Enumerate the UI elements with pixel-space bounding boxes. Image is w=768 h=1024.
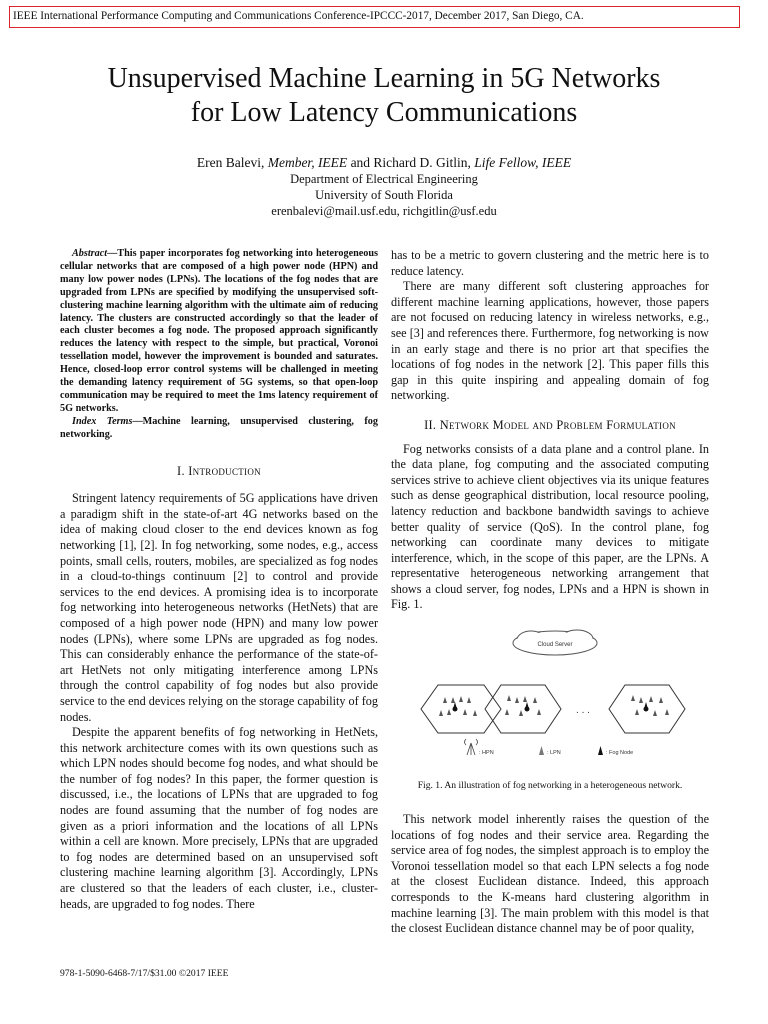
author-conjunction: and Richard D. Gitlin, [350, 155, 471, 170]
emails: erenbalevi@mail.usf.edu, richgitlin@usf.edu [271, 204, 497, 219]
left-column [60, 248, 378, 912]
abstract-lead: Abstract [72, 248, 108, 259]
index-terms-text: —Machine learning, unsupervised clustering, fog networking. [60, 415, 378, 440]
section-heading-introduction: I. Introduction [177, 463, 261, 478]
university: University of South Florida [315, 188, 453, 203]
legend-fog-node: : Fog Node [606, 750, 634, 757]
abstract [60, 248, 378, 416]
intro-paragraph-2: Despite the apparent benefits of fog networking in HetNets, this network architecture comes with its own questions such as which LPN nodes should become fog nodes, and what should be the number of fog nodes? In this paper, the former question is discussed, i.e., the locations of LPNs that are upgraded to fog nodes are found assuming that the number of fog nodes are given as a priori information and the locations of all LPNs within a cell are known. More precisely, LPNs that are upgraded to fog nodes are determined based on an unsupervised soft clustering machine learning algorithm [3]. Accordingly, LPNs are clustered so that the leaders of each cluster, i.e., cluster-heads, are upgraded to fog nodes. There [60, 725, 378, 911]
copyright-footer: 978-1-5090-6468-7/17/$31.00 ©2017 IEEE [60, 968, 229, 979]
author-line [0, 154, 768, 171]
hpn-legend-icon [465, 739, 478, 755]
figure-1 [391, 623, 709, 778]
affiliation [0, 171, 768, 220]
model-paragraph-1: Fog networks consists of a data plane and a control plane. In the data plane, fog computing and the associated computing services strive to achieve client objectives via its unique features such as dense geographical distribution, local resource pooling, latency reduction and backbone bandwidth savings to achieve better quality of service (QoS). In the control plane, fog networking can coordinate many devices to mitigate interference, which, in the scope of this paper, are the LPNs. A representative heterogeneous networking arrangement that shows a cloud server, fog nodes, LPNs and a HPN is shown in Fig. 1. [391, 441, 709, 612]
title-line-2: for Low Latency Communications [190, 97, 578, 128]
index-terms [60, 416, 378, 442]
author-1: Eren Balevi, [196, 155, 265, 170]
fog-node-legend-icon [598, 746, 603, 755]
model-paragraph-2: This network model inherently raises the question of the locations of fog nodes and their service area. Regarding the service area of fog nodes, the simplest approach is to employ the Voronoi tessellation model so that each LPN selects a fog node at the closest Euclidean distance. Indeed, this approach corresponds to the K-means hard clustering algorithm in machine learning [3]. The main problem with this model is that the closest Euclidean distance channel may be of poor quality, [391, 812, 709, 936]
legend-hpn: : HPN [479, 750, 494, 757]
lpn-legend-icon [539, 746, 544, 755]
figure-caption: Fig. 1. An illustration of fog networking in a heterogeneous network. [417, 780, 683, 792]
abstract-text: —This paper incorporates fog networking into heterogeneous cellular networks that are composed of a high power node (HPN) and many low power nodes (LPNs). The locations of the fog nodes that are upgraded from LPNs are specified by modifying the unsupervised soft-clustering machine learning algorithm with the ultimate aim of reducing latency. The clusters are constructed accordingly so that the leader of each cluster becomes a fog node. The proposed approach significantly reduces the latency with respect to the simple, but practical, Voronoi tessellation model, however the improvement is bounded and saturates. Hence, closed-loop error control systems will be challenged in meeting the demanding latency requirement of 5G systems, so that open-loop communication may be required to meet the 1ms latency requirement of 5G networks. [60, 248, 378, 414]
diagram-ellipsis: . . . [576, 705, 590, 717]
section-heading-network-model: II. Network Model and Problem Formulation [424, 417, 676, 432]
cloud-server-label: Cloud Server [537, 642, 573, 649]
cell-hexagon [485, 685, 561, 733]
index-terms-lead: Index Terms [72, 415, 133, 427]
paper-title [0, 62, 768, 130]
fog-node-markers [453, 702, 649, 712]
legend-lpn: : LPN [547, 750, 561, 757]
author-1-role: Member, IEEE [267, 155, 348, 170]
intro-paragraph-1: Stringent latency requirements of 5G applications have driven a paradigm shift in the state-of-art 4G networks based on the idea of making cloud closer to the end devices known as fog networking [1], [2]. In fog networking, some nodes, e.g., access points, small cells, routers, mobiles, are specialized as fog nodes in a cloud-to-things continuum [2] to control and provide services to the end devices. A promising idea is to incorporate fog networking into heterogeneous networks (HetNets) that are composed of a high power node (HPN) and many low power nodes (LPNs), where some LPNs are upgraded as fog nodes. This can considerably enhance the performance of the state-of-art HetNets not only mitigating interference among LPNs through the control capability of fog nodes but also provide service to the end devices relying on the storage capability of fog nodes. [60, 491, 378, 724]
department: Department of Electrical Engineering [290, 172, 478, 186]
fog-network-diagram [391, 623, 709, 778]
cell-hexagon [421, 685, 501, 733]
author-2-role: Life Fellow, IEEE [474, 155, 572, 170]
title-line-1: Unsupervised Machine Learning in 5G Networks [107, 63, 661, 94]
right-paragraph-1: There are many different soft clustering approaches for different machine learning applications, however, those papers are not focused on reducing latency in wireless networks, e.g., see [3] and references there. Furthermore, fog networking is now in an early stage and there is no prior art that specifies the locations of fog nodes in the network [2]. This paper fills this gap in this quite inspiring and appealing domain of fog networking. [391, 279, 709, 403]
right-column [391, 248, 709, 937]
conference-header: IEEE International Performance Computing and Communications Conference-IPCCC-2017, December 2017, San Diego, CA. [9, 6, 740, 28]
right-paragraph-continued: has to be a metric to govern clustering and the metric here is to reduce latency. [391, 248, 709, 278]
